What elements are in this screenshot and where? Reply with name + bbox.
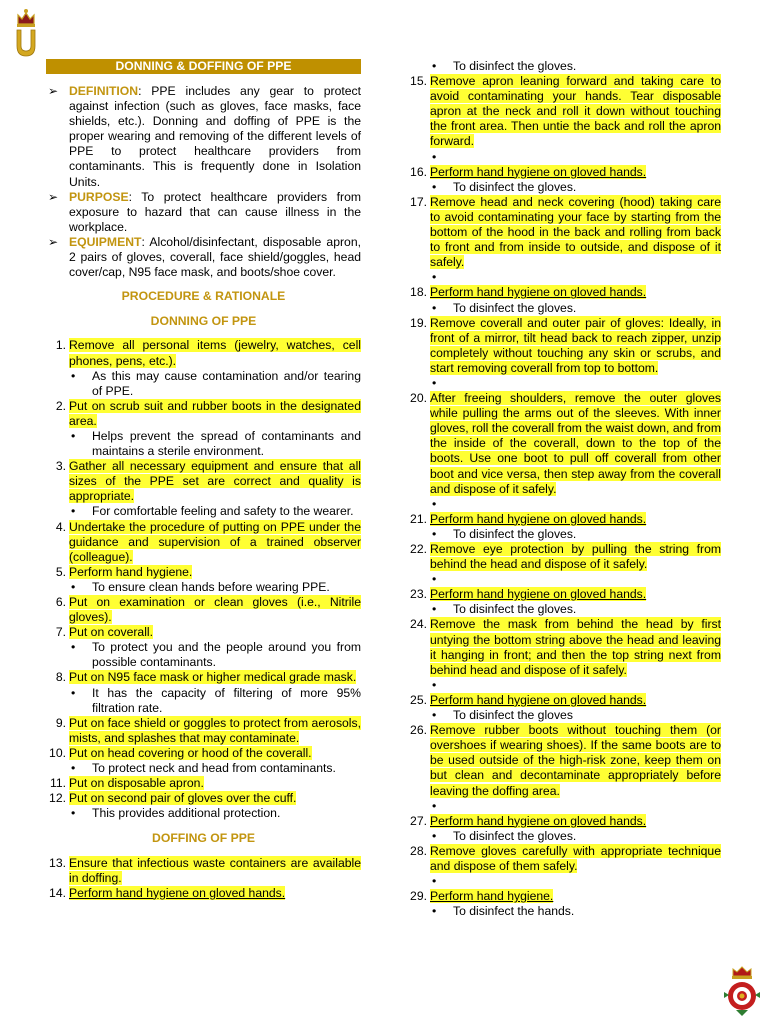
- right-column: [407, 59, 721, 919]
- doffing-steps-right-list: [407, 74, 721, 919]
- dot-bullet-icon: •: [432, 270, 437, 285]
- step-item: [407, 74, 721, 149]
- step-number: 10.: [49, 745, 66, 760]
- equipment-label: EQUIPMENT: [69, 234, 142, 249]
- step-text: Perform hand hygiene on gloved hands.: [69, 885, 286, 900]
- dot-bullet-icon: •: [432, 179, 437, 194]
- step-item: [46, 791, 361, 806]
- step-rationale: • To disinfect the hands.: [432, 904, 575, 919]
- step-number: 14.: [49, 885, 66, 900]
- step-item: [46, 776, 361, 791]
- arrow-bullet-icon: ➢: [48, 189, 59, 204]
- step-text: Perform hand hygiene on gloved hands.: [430, 813, 647, 828]
- step-rationale: • To protect you and the people around you from possible contaminants.: [71, 640, 361, 670]
- dot-bullet-icon: •: [432, 572, 437, 587]
- purpose-label: PURPOSE: [69, 189, 129, 204]
- dot-bullet-icon: •: [432, 602, 437, 617]
- step-rationale: • To disinfect the gloves.: [432, 179, 577, 194]
- step-number: 2.: [55, 398, 66, 413]
- doffing-steps-left-list: [46, 856, 361, 901]
- equipment-text: : Alcohol/disinfectant, disposable apron, 2 pairs of gloves, coverall, face shield/goggles, head cover/cap, N95 face mask, and boots/shoe cover.: [69, 234, 361, 280]
- step-text: After freeing shoulders, remove the outer gloves while pulling the arms out of the sleeves. With inner gloves, roll the coverall from the waist down, and from the inside of the coverall, down to the top of the boots. Use one boot to pull off coverall from other boot and vice versa, then step away from the coverall and dispose of it safely.: [430, 391, 721, 496]
- equipment-item: [46, 235, 361, 280]
- step-item: [407, 195, 721, 270]
- step-item: [46, 716, 361, 746]
- step-item: [46, 338, 361, 368]
- arrow-bullet-icon: ➢: [48, 84, 59, 98]
- dot-bullet-icon: •: [71, 579, 76, 594]
- step-rationale: [407, 270, 721, 285]
- step-item: [407, 542, 721, 572]
- step-text: Perform hand hygiene on gloved hands.: [430, 692, 647, 707]
- doffing-heading: DOFFING OF PPE: [152, 831, 255, 846]
- step-item: [407, 814, 721, 829]
- step-rationale: [407, 497, 721, 512]
- dot-bullet-icon: •: [71, 806, 76, 821]
- step-number: 15.: [410, 74, 427, 89]
- step-rationale: • To ensure clean hands before wearing PPE.: [71, 579, 330, 594]
- step-text: Perform hand hygiene.: [430, 889, 554, 904]
- step-rationale: [407, 572, 721, 587]
- step-rationale: [407, 874, 721, 889]
- dot-bullet-icon: •: [432, 708, 437, 723]
- definition-text: : PPE includes any gear to protect against infection (such as gloves, face masks, face shields, etc.). Donning and doffing of PPE is the proper wearing and removing of the different levels of PPE to protect healthcare providers from contaminants. This is frequently done in Isolation Units.: [69, 84, 361, 189]
- step-item: [46, 399, 361, 429]
- step-rationale: • To disinfect the gloves: [432, 708, 573, 723]
- dot-bullet-icon: •: [71, 761, 76, 776]
- dot-bullet-icon: •: [432, 496, 437, 511]
- dot-bullet-icon: •: [432, 149, 437, 164]
- step-item: [407, 844, 721, 874]
- arrow-bullet-icon: ➢: [48, 234, 59, 249]
- step-item: [46, 746, 361, 761]
- purpose-item: [46, 190, 361, 235]
- step-item: [407, 316, 721, 376]
- dot-bullet-icon: •: [432, 677, 437, 692]
- dot-bullet-icon: •: [432, 828, 437, 843]
- step-number: 23.: [410, 587, 427, 602]
- dot-bullet-icon: •: [432, 59, 437, 73]
- purpose-text: : To protect healthcare providers from exposure to hazard that can cause illness in the workplace.: [69, 189, 361, 234]
- step-rationale: • For comfortable feeling and safety to the wearer.: [71, 504, 354, 519]
- step-rationale: [407, 678, 721, 693]
- step-item: [407, 587, 721, 602]
- step-number: 8.: [55, 670, 66, 685]
- step-rationale: • To disinfect the gloves.: [432, 526, 577, 541]
- procedure-heading: PROCEDURE & RATIONALE: [121, 289, 286, 304]
- step-text: Remove eye protection by pulling the string from behind the head and dispose of it safely.: [430, 542, 721, 572]
- step-item: [407, 617, 721, 677]
- step-text: Put on disposable apron.: [69, 776, 204, 791]
- step-number: 13.: [49, 855, 66, 870]
- dot-bullet-icon: •: [71, 685, 76, 700]
- step-item: [407, 889, 721, 904]
- step-item: [46, 886, 361, 901]
- dot-bullet-icon: •: [432, 526, 437, 541]
- dot-bullet-icon: •: [432, 375, 437, 390]
- step-number: 5.: [55, 564, 66, 579]
- step-text: Perform hand hygiene.: [69, 564, 193, 579]
- step-text: Remove all personal items (jewelry, watches, cell phones, pens, etc.).: [69, 338, 361, 368]
- step-number: 25.: [410, 692, 427, 707]
- step-text: Remove coverall and outer pair of gloves: Ideally, in front of a mirror, tilt head back to reach zipper, unzip completely without touching any skin or scrubs, and start removing coverall from top to bottom.: [430, 315, 721, 375]
- step-number: 21.: [410, 511, 427, 526]
- step-number: 3.: [55, 459, 66, 474]
- step-rationale: • To protect neck and head from contaminants.: [71, 761, 336, 776]
- step-number: 4.: [55, 519, 66, 534]
- step-rationale: [407, 799, 721, 814]
- step-item: [46, 625, 361, 640]
- step-rationale: [407, 376, 721, 391]
- page-title: DONNING & DOFFING OF PPE: [46, 59, 361, 74]
- step-text: Put on N95 face mask or higher medical grade mask.: [69, 670, 357, 685]
- step-rationale: • To disinfect the gloves.: [432, 300, 577, 315]
- step-item: [46, 595, 361, 625]
- step-rationale: • As this may cause contamination and/or tearing of PPE.: [71, 368, 361, 398]
- donning-heading: DONNING OF PPE: [150, 314, 257, 329]
- step-text: Remove apron leaning forward and taking care to avoid contaminating your hands. Tear disposable apron at the neck and roll it down without touching the front area. Then untie the back and roll the apron forward.: [430, 74, 721, 149]
- dot-bullet-icon: •: [432, 300, 437, 315]
- step-item: [46, 520, 361, 565]
- step-number: 26.: [410, 723, 427, 738]
- step-text: Ensure that infectious waste containers are available in doffing.: [69, 855, 361, 885]
- step-item: [407, 693, 721, 708]
- step-text: Remove head and neck covering (hood) taking care to avoid contaminating your face by starting from the bottom of the hood in the back and rolling from back to front and from inside to outside, and dispose of it safely.: [430, 194, 721, 270]
- step-rationale: • To disinfect the gloves.: [432, 828, 577, 843]
- step-number: 11.: [49, 776, 66, 791]
- step-rationale: [407, 150, 721, 165]
- donning-steps-list: [46, 338, 361, 821]
- step-text: Put on head covering or hood of the coverall.: [69, 745, 312, 760]
- definition-label: DEFINITION: [69, 84, 139, 98]
- left-column: [46, 84, 361, 901]
- step-item: [407, 165, 721, 180]
- step-text: Put on second pair of gloves over the cuff.: [69, 791, 297, 806]
- step-number: 16.: [410, 164, 427, 179]
- dot-bullet-icon: •: [71, 368, 76, 383]
- step-rationale: • It has the capacity of filtering of more 95% filtration rate.: [71, 685, 361, 715]
- step-item: [46, 856, 361, 886]
- step-text: Remove the mask from behind the head by first untying the bottom string above the head and leaving it hanging in front; and then the top string next from behind head and dispose of it safely.: [430, 617, 721, 677]
- step-number: 7.: [55, 625, 66, 640]
- step-number: 9.: [55, 715, 66, 730]
- step-text: Undertake the procedure of putting on PPE under the guidance and supervision of a trained observer (colleague).: [69, 519, 361, 564]
- step-number: 29.: [410, 889, 427, 904]
- step-number: 6.: [55, 595, 66, 609]
- step-number: 27.: [410, 813, 427, 828]
- dot-bullet-icon: •: [432, 798, 437, 813]
- step-number: 24.: [410, 617, 427, 632]
- step-number: 18.: [410, 285, 427, 300]
- dot-bullet-icon: •: [71, 428, 76, 443]
- step-rationale: • This provides additional protection.: [71, 806, 281, 821]
- step-number: 19.: [410, 315, 427, 330]
- step-number: 28.: [410, 843, 427, 858]
- step-number: 20.: [410, 391, 427, 406]
- step-rationale: • To disinfect the gloves.: [432, 59, 577, 73]
- step-item: [46, 670, 361, 685]
- step-rationale: • Helps prevent the spread of contaminants and maintains a sterile environment.: [71, 428, 361, 459]
- step-text: Perform hand hygiene on gloved hands.: [430, 511, 647, 526]
- step-rationale: • To disinfect the gloves.: [432, 602, 577, 617]
- step-item: [407, 391, 721, 497]
- step-text: Perform hand hygiene on gloved hands.: [430, 285, 647, 300]
- step-text: Put on face shield or goggles to protect from aerosols, mists, and splashes that may contaminate.: [69, 715, 361, 745]
- step-text: Put on scrub suit and rubber boots in the designated area.: [69, 398, 361, 428]
- dot-bullet-icon: •: [432, 874, 437, 889]
- step-number: 22.: [410, 542, 427, 556]
- dot-bullet-icon: •: [71, 504, 76, 519]
- step-number: 17.: [410, 194, 427, 209]
- step-text: Remove gloves carefully with appropriate technique and dispose of them safely.: [430, 843, 721, 873]
- step-item: [407, 512, 721, 527]
- step-text: Gather all necessary equipment and ensure that all sizes of the PPE set are correct and quality is appropriate.: [69, 459, 361, 504]
- step-item: [407, 723, 721, 798]
- dot-bullet-icon: •: [71, 640, 76, 655]
- step-item: [46, 459, 361, 504]
- step-number: 1.: [55, 338, 66, 353]
- dot-bullet-icon: •: [432, 904, 437, 919]
- step-text: Put on coverall.: [69, 625, 154, 640]
- crown-logo-icon: [12, 6, 40, 58]
- step-number: 12.: [49, 791, 66, 806]
- step-item: [407, 285, 721, 300]
- step-text: Put on examination or clean gloves (i.e., Nitrile gloves).: [69, 595, 361, 625]
- rose-emblem-icon: [720, 964, 764, 1018]
- definition-item: [46, 84, 361, 190]
- step-text: Remove rubber boots without touching them (or overshoes if wearing shoes). If the same boots are to be used outside of the high-risk zone, keep them on but clean and decontaminate appropriately before leaving the doffing area.: [430, 723, 721, 798]
- step-text: Perform hand hygiene on gloved hands.: [430, 587, 647, 602]
- step-text: Perform hand hygiene on gloved hands.: [430, 164, 647, 179]
- step-item: [46, 565, 361, 580]
